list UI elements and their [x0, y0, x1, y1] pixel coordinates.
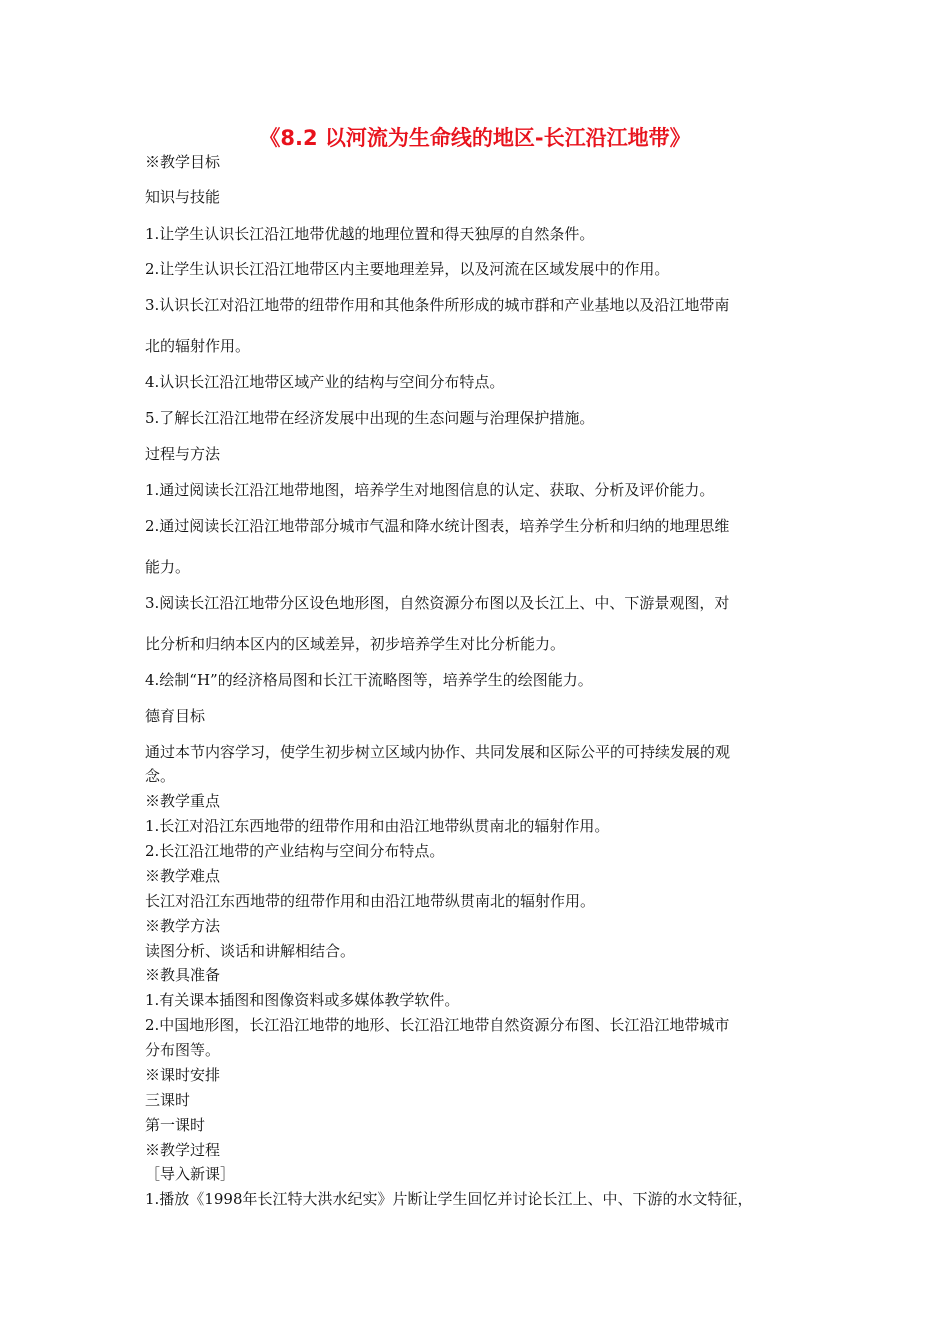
paragraph-line: 北的辐射作用。 [145, 337, 251, 355]
paragraph-line: 1.通过阅读长江沿江地带地图，培养学生对地图信息的认定、获取、分析及评价能力。 [145, 481, 715, 499]
paragraph-line: 2.通过阅读长江沿江地带部分城市气温和降水统计图表，培养学生分析和归纳的地理思维 [145, 517, 730, 535]
heading-teaching-methods: ※教学方法 [145, 917, 221, 935]
paragraph-line: 5.了解长江沿江地带在经济发展中出现的生态问题与治理保护措施。 [145, 409, 595, 427]
paragraph-line: 念。 [145, 767, 176, 785]
paragraph-line: 第一课时 [145, 1116, 206, 1134]
heading-class-schedule: ※课时安排 [145, 1066, 221, 1084]
paragraph-line: 1.有关课本插图和图像资料或多媒体教学软件。 [145, 991, 460, 1009]
paragraph-line: 3.认识长江对沿江地带的纽带作用和其他条件所形成的城市群和产业基地以及沿江地带南 [145, 296, 730, 314]
subheading-process-methods: 过程与方法 [145, 445, 221, 463]
paragraph-line: 4.绘制“H”的经济格局图和长江干流略图等，培养学生的绘图能力。 [145, 671, 593, 689]
paragraph-line: 4.认识长江沿江地带区域产业的结构与空间分布特点。 [145, 373, 505, 391]
subheading-intro-lesson: ［导入新课］ [145, 1165, 236, 1183]
paragraph-line: 通过本节内容学习，使学生初步树立区域内协作、共同发展和区际公平的可持续发展的观 [145, 743, 731, 761]
paragraph-line: 长江对沿江东西地带的纽带作用和由沿江地带纵贯南北的辐射作用。 [145, 892, 596, 910]
paragraph-line: 2.中国地形图，长江沿江地带的地形、长江沿江地带自然资源分布图、长江沿江地带城市 [145, 1016, 730, 1034]
document-title: 《8.2 以河流为生命线的地区-长江沿江地带》 [259, 126, 691, 150]
paragraph-line: 2.长江沿江地带的产业结构与空间分布特点。 [145, 842, 445, 860]
heading-key-points: ※教学重点 [145, 792, 221, 810]
paragraph-line: 1.播放《1998年长江特大洪水纪实》片断让学生回忆并讨论长江上、中、下游的水文特征， [145, 1190, 753, 1208]
subheading-knowledge-skills: 知识与技能 [145, 188, 221, 206]
paragraph-line: 1.让学生认识长江沿江地带优越的地理位置和得天独厚的自然条件。 [145, 225, 595, 243]
paragraph-line: 能力。 [145, 558, 191, 576]
heading-teaching-aids: ※教具准备 [145, 966, 221, 984]
heading-teaching-process: ※教学过程 [145, 1141, 221, 1159]
heading-teaching-goals: ※教学目标 [145, 153, 221, 171]
paragraph-line: 分布图等。 [145, 1041, 221, 1059]
paragraph-line: 1.长江对沿江东西地带的纽带作用和由沿江地带纵贯南北的辐射作用。 [145, 817, 610, 835]
paragraph-line: 三课时 [145, 1091, 191, 1109]
subheading-moral-goals: 德育目标 [145, 707, 206, 725]
heading-difficulties: ※教学难点 [145, 867, 221, 885]
paragraph-line: 3.阅读长江沿江地带分区设色地形图，自然资源分布图以及长江上、中、下游景观图，对 [145, 594, 730, 612]
paragraph-line: 比分析和归纳本区内的区域差异，初步培养学生对比分析能力。 [145, 635, 566, 653]
paragraph-line: 2.让学生认识长江沿江地带区内主要地理差异，以及河流在区域发展中的作用。 [145, 260, 670, 278]
paragraph-line: 读图分析、谈话和讲解相结合。 [145, 942, 356, 960]
